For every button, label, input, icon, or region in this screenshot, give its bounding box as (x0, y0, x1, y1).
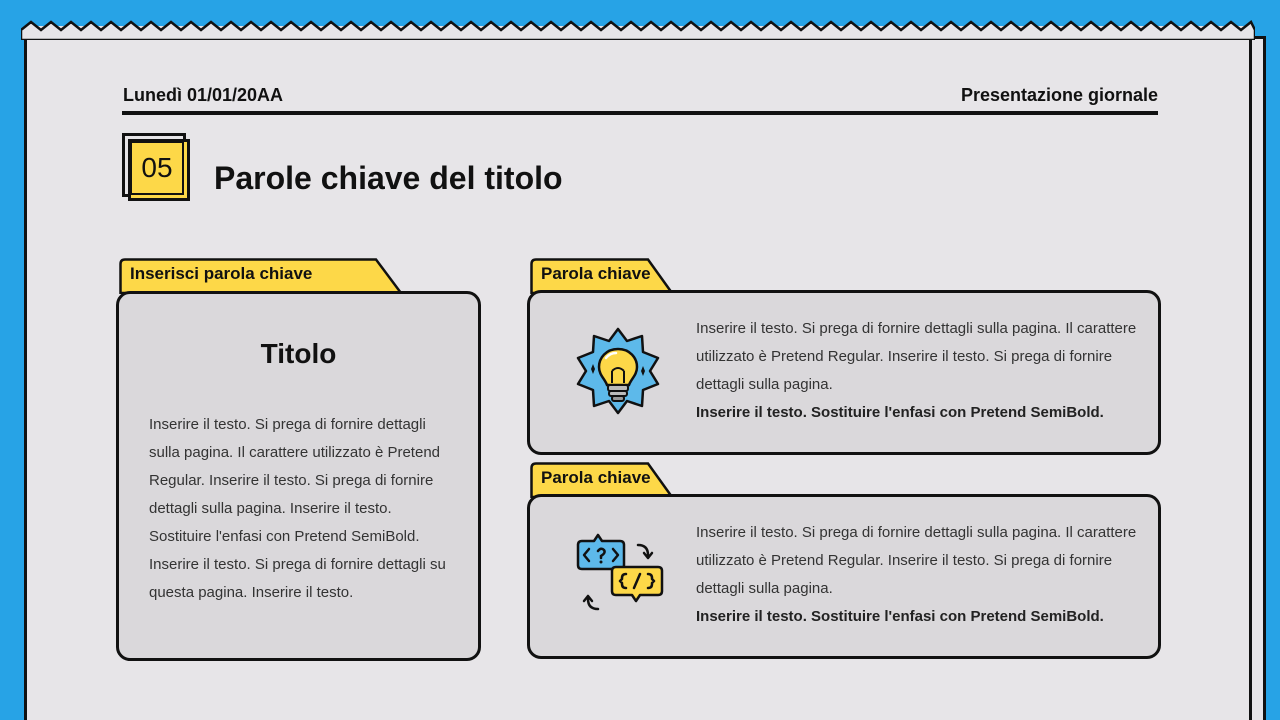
right-card-2-emphasis: Inserire il testo. Sostituire l'enfasi con Pretend SemiBold. (696, 608, 1104, 625)
right-card-1-tab-label: Parola chiave (541, 264, 651, 283)
header-divider (122, 111, 1158, 115)
header-date: Lunedì 01/01/20AA (123, 85, 284, 105)
header-title: Presentazione giornale (960, 85, 1158, 105)
left-card (116, 291, 481, 661)
section-number: 05 (130, 141, 184, 195)
page-title: Parole chiave del titolo (214, 160, 563, 196)
right-card-1 (527, 290, 1161, 455)
right-card-1-tab (530, 258, 674, 294)
right-card-2-body: Inserire il testo. Si prega di fornire dettagli sulla pagina. Il carattere utilizzato è Pretend Regular. Inserire il testo. Si prega di fornire dettagli sulla pagina. (696, 524, 1137, 597)
torn-edge-decoration (21, 18, 1255, 40)
lightbulb-icon (572, 325, 664, 417)
right-card-2-text (696, 519, 1146, 631)
code-exchange-icon (572, 531, 664, 621)
right-card-2-tab (530, 462, 674, 498)
right-card-1-emphasis: Inserire il testo. Sostituire l'enfasi con Pretend SemiBold. (696, 404, 1104, 421)
left-card-body: Inserire il testo. Si prega di fornire dettagli sulla pagina. Il carattere utilizzato è Pretend Regular. Inserire il testo. Si prega di fornire dettagli sulla pagina. Inserire il testo. Sostituire l'enfasi con Pretend SemiBold. Inserire il testo. Si prega di fornire dettagli su questa pagina. Inserire il testo. (149, 416, 446, 601)
right-card-2 (527, 494, 1161, 659)
left-card-tab-label: Inserisci parola chiave (130, 264, 313, 283)
right-card-1-text (696, 315, 1146, 427)
left-card-tab (119, 258, 403, 294)
right-card-1-body: Inserire il testo. Si prega di fornire dettagli sulla pagina. Il carattere utilizzato è Pretend Regular. Inserire il testo. Si prega di fornire dettagli sulla pagina. (696, 320, 1137, 393)
left-card-title: Titolo (260, 338, 337, 369)
right-card-2-tab-label: Parola chiave (541, 468, 651, 487)
